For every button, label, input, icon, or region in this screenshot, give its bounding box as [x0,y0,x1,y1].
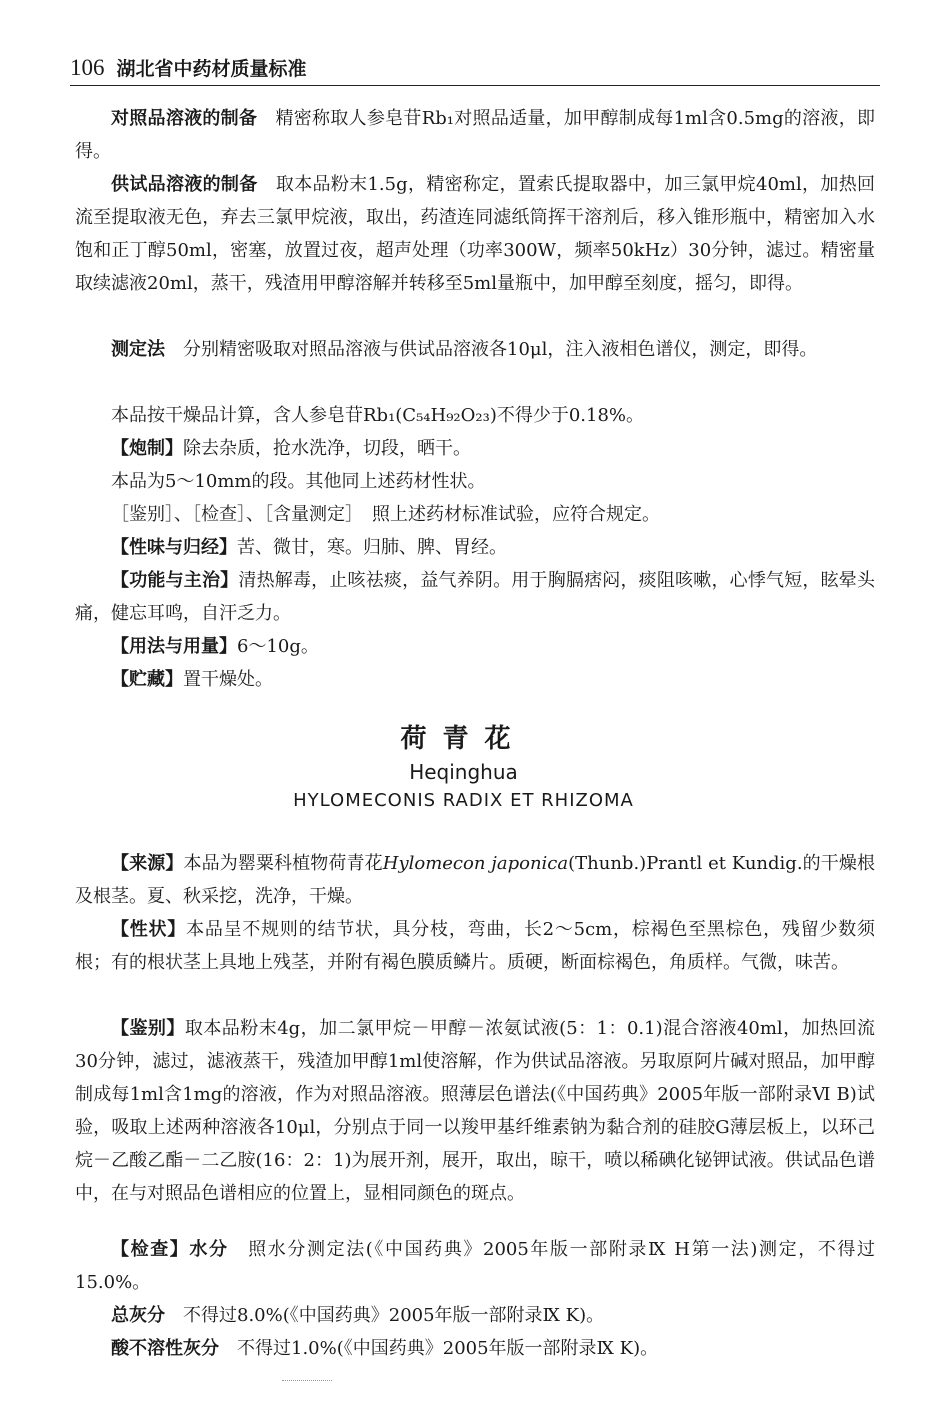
section-label: 【鉴别】 [111,1018,185,1039]
paragraph-characteristics [75,913,875,979]
paragraph-text: 6～10g。 [237,636,319,657]
section-label: 测定法 [111,339,165,360]
paragraph-text: 精密称取人参皂苷Rb₁对照品适量，加甲醇制成每1ml含0.5mg的溶液，即得。 [75,108,875,162]
section-label: 【性状】 [111,919,187,940]
paragraph-text: 取本品粉末1.5g，精密称定，置索氏提取器中，加三氯甲烷40ml，加热回流至提取液无色，弃去三氯甲烷液，取出，药渣连同滤纸筒挥干溶剂后，移入锥形瓶中，精密加入水饱和正丁醇50ml，密塞，放置过夜，超声处理（功率300W，频率50kHz）30分钟，滤过。精密量取续滤液20ml，蒸干，残渣用甲醇溶解并转移至5ml量瓶中，加甲醇至刻度，摇匀，即得。 [75,174,876,294]
paragraph-text: 取本品粉末4g，加二氯甲烷－甲醇－浓氨试液(5：1：0.1)混合溶液40ml，加热回流30分钟，滤过，滤液蒸干，残渣加甲醇1ml使溶解，作为供试品溶液。另取原阿片碱对照品，加甲醇制成每1ml含1mg的溶液，作为对照品溶液。照薄层色谱法(《中国药典》2005年版一部附录Ⅵ B)试验，吸取上述两种溶液各10μl，分别点于同一以羧甲基纤维素钠为黏合剂的硅胶G薄层板上，以环己烷－乙酸乙酯－二乙胺(16：2：1)为展开剂，展开，取出，晾干，喷以稀碘化铋钾试液。供试品色谱中，在与对照品色谱相应的位置上，显相同颜色的斑点。 [75,1018,876,1204]
section-label: 【贮藏】 [111,669,183,690]
section-label: 【用法与用量】 [111,636,237,657]
paragraph-text: 清热解毒，止咳祛痰，益气养阴。用于胸膈痞闷，痰阻咳嗽，心悸气短，眩晕头痛，健忘耳鸣，自汗乏力。 [75,570,876,624]
paragraph-nature-meridian [75,531,875,564]
section-label: 【性味与归经】 [111,537,237,558]
section-label: 【来源】 [111,853,184,874]
paragraph-test-solution [75,168,875,300]
section-label: 【功能与主治】 [111,570,239,591]
paragraph-reference-solution [75,102,875,168]
running-header [70,52,880,86]
section-label: 总灰分 [111,1305,165,1326]
paragraph-text: ［鉴别］、［检查］、［含量测定］ 照上述药材标准试验，应符合规定。 [111,504,660,525]
paragraph-text: 本品呈不规则的结节状，具分枝，弯曲，长2～5cm，棕褐色至黑棕色，残留少数须根；有的根状茎上具地上残茎，并附有褐色膜质鳞片。质硬，断面棕褐色，角质样。气微，味苦。 [75,919,875,973]
page-number: 106 [70,55,105,80]
book-title: 湖北省中药材质量标准 [116,58,307,80]
monograph-latin-name: HYLOMECONIS RADIX ET RHIZOMA [293,790,634,811]
paragraph-text: 本品按干燥品计算，含人参皂苷Rb₁(C₅₄H₉₂O₂₃)不得少于0.18%。 [111,405,645,426]
paragraph-acid-insoluble-ash [75,1332,875,1365]
section-label: 酸不溶性灰分 [111,1338,219,1359]
section-label: 【检查】 [111,1239,190,1260]
section-sublabel: 水分 [189,1239,229,1260]
paragraph-identification [75,1012,875,1210]
paragraph-storage [75,663,875,696]
paragraph-text: 除去杂质，抢水洗净，切段，晒干。 [183,438,471,459]
paragraph-source [75,847,875,913]
paragraph-dosage [75,630,875,663]
monograph-pinyin: Heqinghua [409,760,518,784]
paragraph-assay-method [75,333,875,366]
paragraph-text: 照水分测定法(《中国药典》2005年版一部附录Ⅸ H第一法)测定，不得过15.0%。 [75,1239,876,1293]
paragraph-text: 置干燥处。 [183,669,273,690]
paragraph-text: 本品为罂粟科植物荷青花 [183,853,383,874]
section-label: 【炮制】 [111,438,183,459]
paragraph-text: 本品为5～10mm的段。其他同上述药材性状。 [111,471,486,492]
paragraph-processing [75,432,875,465]
paragraph-content-limit [75,399,875,432]
paragraph-functions [75,564,875,630]
paragraph-text: 不得过1.0%(《中国药典》2005年版一部附录Ⅸ K)。 [237,1338,659,1359]
paragraph-tests-reference [75,498,875,531]
paragraph-text: 苦、微甘，寒。归肺、脾、胃经。 [237,537,507,558]
paragraph-appearance [75,465,875,498]
paragraph-text: (Thunb.)Prantl et Kundig.的干燥根及根茎。夏、秋采挖，洗净，干燥。 [75,853,876,907]
paragraph-text: 分别精密吸取对照品溶液与供试品溶液各10μl，注入液相色谱仪，测定，即得。 [183,339,818,360]
paragraph-inspection [75,1233,875,1299]
paragraph-total-ash [75,1299,875,1332]
paragraph-text: 不得过8.0%(《中国药典》2005年版一部附录Ⅸ K)。 [183,1305,605,1326]
section-label: 对照品溶液的制备 [111,108,258,129]
page-footer-mark [282,1380,332,1381]
monograph-title: 荷青花 [400,724,527,754]
section-label: 供试品溶液的制备 [111,174,258,195]
species-name: Hylomecon japonica [382,853,569,874]
